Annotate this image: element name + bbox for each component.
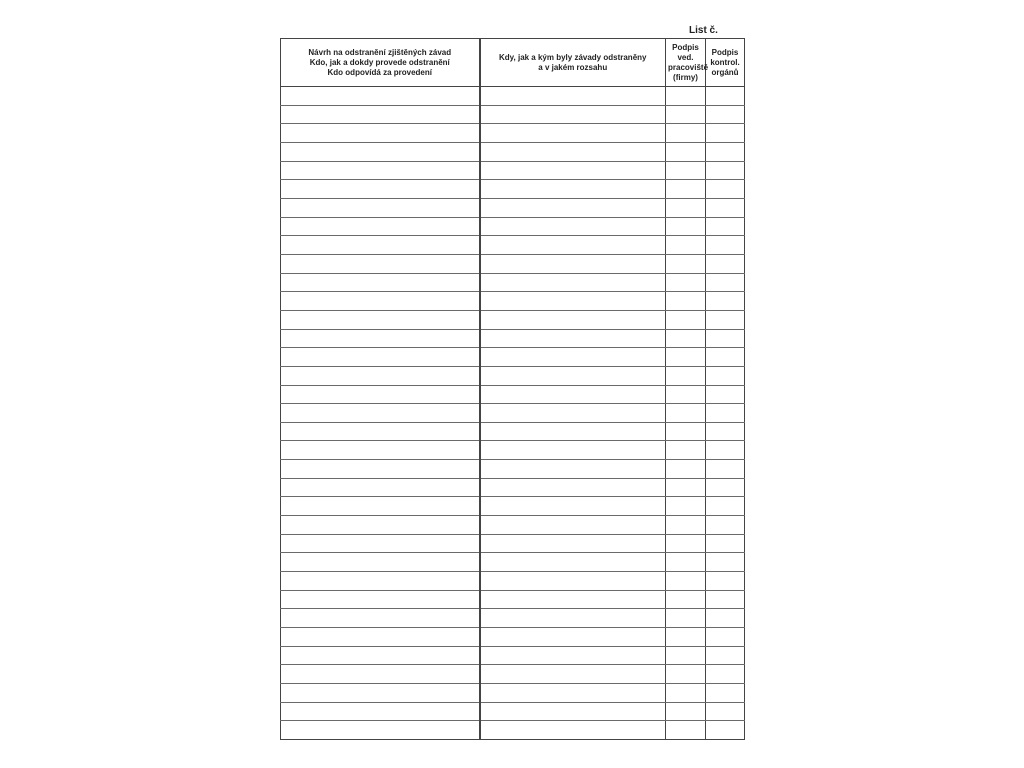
table-row [281,366,745,385]
remedy-done-cell[interactable] [480,534,666,553]
remedy-done-cell[interactable] [480,665,666,684]
table-row [281,310,745,329]
authority-signature-cell[interactable] [706,590,745,609]
remedy-done-cell[interactable] [480,254,666,273]
remedy-proposal-cell[interactable] [281,422,480,441]
remedy-proposal-cell[interactable] [281,329,480,348]
remedy-done-cell[interactable] [480,497,666,516]
column-header-authority-signature: Podpis kontrol. orgánů [706,39,745,87]
workplace-signature-cell[interactable] [666,721,706,740]
authority-signature-cell[interactable] [706,180,745,199]
authority-signature-cell[interactable] [706,460,745,479]
workplace-signature-cell[interactable] [666,236,706,255]
remedy-done-cell[interactable] [480,684,666,703]
remedy-proposal-cell[interactable] [281,553,480,572]
workplace-signature-cell[interactable] [666,254,706,273]
remedy-done-cell[interactable] [480,460,666,479]
column-header-workplace-signature: Podpis ved. pracoviště (firmy) [666,39,706,87]
table-row [281,180,745,199]
authority-signature-cell[interactable] [706,721,745,740]
authority-signature-cell[interactable] [706,422,745,441]
workplace-signature-cell[interactable] [666,553,706,572]
authority-signature-cell[interactable] [706,609,745,628]
table-row [281,572,745,591]
defects-form-table [280,38,745,740]
table-row [281,590,745,609]
remedy-proposal-cell[interactable] [281,478,480,497]
authority-signature-cell[interactable] [706,329,745,348]
remedy-done-cell[interactable] [480,422,666,441]
remedy-proposal-cell[interactable] [281,236,480,255]
remedy-done-cell[interactable] [480,609,666,628]
table-row [281,460,745,479]
workplace-signature-cell[interactable] [666,590,706,609]
authority-signature-cell[interactable] [706,124,745,143]
table-row [281,497,745,516]
workplace-signature-cell[interactable] [666,404,706,423]
remedy-proposal-cell[interactable] [281,292,480,311]
table-row [281,273,745,292]
table-row [281,236,745,255]
workplace-signature-cell[interactable] [666,292,706,311]
workplace-signature-cell[interactable] [666,329,706,348]
sheet-number-label: List č. [689,25,718,36]
table-row [281,534,745,553]
authority-signature-cell[interactable] [706,404,745,423]
table-row [281,646,745,665]
remedy-done-cell[interactable] [480,273,666,292]
workplace-signature-cell[interactable] [666,366,706,385]
table-row [281,87,745,106]
remedy-proposal-cell[interactable] [281,404,480,423]
authority-signature-cell[interactable] [706,628,745,647]
remedy-proposal-cell[interactable] [281,702,480,721]
remedy-proposal-cell[interactable] [281,310,480,329]
authority-signature-cell[interactable] [706,105,745,124]
table-row [281,124,745,143]
workplace-signature-cell[interactable] [666,534,706,553]
table-header-row [281,39,745,87]
workplace-signature-cell[interactable] [666,684,706,703]
authority-signature-cell[interactable] [706,684,745,703]
workplace-signature-cell[interactable] [666,273,706,292]
remedy-done-cell[interactable] [480,478,666,497]
remedy-proposal-cell[interactable] [281,254,480,273]
remedy-proposal-cell[interactable] [281,572,480,591]
authority-signature-cell[interactable] [706,366,745,385]
remedy-proposal-cell[interactable] [281,497,480,516]
table-row [281,142,745,161]
remedy-done-cell[interactable] [480,646,666,665]
remedy-proposal-cell[interactable] [281,590,480,609]
workplace-signature-cell[interactable] [666,105,706,124]
authority-signature-cell[interactable] [706,702,745,721]
workplace-signature-cell[interactable] [666,385,706,404]
workplace-signature-cell[interactable] [666,217,706,236]
table-row [281,404,745,423]
remedy-proposal-cell[interactable] [281,441,480,460]
table-body [281,87,745,740]
authority-signature-cell[interactable] [706,348,745,367]
remedy-done-cell[interactable] [480,329,666,348]
authority-signature-cell[interactable] [706,572,745,591]
authority-signature-cell[interactable] [706,236,745,255]
authority-signature-cell[interactable] [706,217,745,236]
table-row [281,441,745,460]
remedy-done-cell[interactable] [480,572,666,591]
remedy-done-cell[interactable] [480,366,666,385]
remedy-done-cell[interactable] [480,590,666,609]
authority-signature-cell[interactable] [706,292,745,311]
authority-signature-cell[interactable] [706,310,745,329]
workplace-signature-cell[interactable] [666,142,706,161]
table-row [281,628,745,647]
remedy-proposal-cell[interactable] [281,105,480,124]
table-row [281,329,745,348]
remedy-proposal-cell[interactable] [281,124,480,143]
table-row [281,161,745,180]
workplace-signature-cell[interactable] [666,348,706,367]
remedy-done-cell[interactable] [480,236,666,255]
table-row [281,478,745,497]
authority-signature-cell[interactable] [706,534,745,553]
remedy-done-cell[interactable] [480,87,666,106]
authority-signature-cell[interactable] [706,497,745,516]
table-row [281,292,745,311]
authority-signature-cell[interactable] [706,516,745,535]
authority-signature-cell[interactable] [706,385,745,404]
remedy-proposal-cell[interactable] [281,516,480,535]
workplace-signature-cell[interactable] [666,665,706,684]
remedy-done-cell[interactable] [480,516,666,535]
workplace-signature-cell[interactable] [666,422,706,441]
authority-signature-cell[interactable] [706,254,745,273]
column-header-remedy-proposal: Návrh na odstranění zjištěných závad Kdo, jak a dokdy provede odstranění Kdo odpovídá za provedení [281,39,480,87]
remedy-done-cell[interactable] [480,441,666,460]
table-row [281,422,745,441]
workplace-signature-cell[interactable] [666,124,706,143]
table-row [281,702,745,721]
table-row [281,609,745,628]
remedy-done-cell[interactable] [480,105,666,124]
remedy-proposal-cell[interactable] [281,721,480,740]
table-row [281,105,745,124]
remedy-done-cell[interactable] [480,180,666,199]
remedy-proposal-cell[interactable] [281,366,480,385]
remedy-done-cell[interactable] [480,217,666,236]
table-row [281,721,745,740]
remedy-proposal-cell[interactable] [281,628,480,647]
authority-signature-cell[interactable] [706,161,745,180]
table-row [281,665,745,684]
authority-signature-cell[interactable] [706,553,745,572]
workplace-signature-cell[interactable] [666,572,706,591]
remedy-proposal-cell[interactable] [281,198,480,217]
workplace-signature-cell[interactable] [666,646,706,665]
table-row [281,553,745,572]
authority-signature-cell[interactable] [706,665,745,684]
remedy-done-cell[interactable] [480,161,666,180]
remedy-proposal-cell[interactable] [281,217,480,236]
workplace-signature-cell[interactable] [666,497,706,516]
remedy-proposal-cell[interactable] [281,534,480,553]
remedy-proposal-cell[interactable] [281,87,480,106]
remedy-proposal-cell[interactable] [281,460,480,479]
remedy-proposal-cell[interactable] [281,142,480,161]
authority-signature-cell[interactable] [706,646,745,665]
remedy-proposal-cell[interactable] [281,348,480,367]
authority-signature-cell[interactable] [706,478,745,497]
remedy-done-cell[interactable] [480,348,666,367]
table-row [281,348,745,367]
authority-signature-cell[interactable] [706,87,745,106]
table-row [281,217,745,236]
remedy-done-cell[interactable] [480,198,666,217]
remedy-done-cell[interactable] [480,721,666,740]
remedy-done-cell[interactable] [480,124,666,143]
remedy-done-cell[interactable] [480,310,666,329]
workplace-signature-cell[interactable] [666,180,706,199]
authority-signature-cell[interactable] [706,441,745,460]
remedy-done-cell[interactable] [480,702,666,721]
workplace-signature-cell[interactable] [666,87,706,106]
authority-signature-cell[interactable] [706,198,745,217]
remedy-proposal-cell[interactable] [281,646,480,665]
column-header-remedy-done: Kdy, jak a kým byly závady odstraněny a v jakém rozsahu [480,39,666,87]
workplace-signature-cell[interactable] [666,478,706,497]
remedy-proposal-cell[interactable] [281,684,480,703]
table-row [281,254,745,273]
table-row [281,385,745,404]
table-row [281,516,745,535]
remedy-proposal-cell[interactable] [281,385,480,404]
remedy-proposal-cell[interactable] [281,665,480,684]
workplace-signature-cell[interactable] [666,161,706,180]
workplace-signature-cell[interactable] [666,628,706,647]
workplace-signature-cell[interactable] [666,702,706,721]
table-row [281,684,745,703]
workplace-signature-cell[interactable] [666,441,706,460]
workplace-signature-cell[interactable] [666,460,706,479]
remedy-proposal-cell[interactable] [281,161,480,180]
remedy-proposal-cell[interactable] [281,273,480,292]
table-row [281,198,745,217]
remedy-done-cell[interactable] [480,404,666,423]
remedy-done-cell[interactable] [480,385,666,404]
remedy-done-cell[interactable] [480,142,666,161]
workplace-signature-cell[interactable] [666,609,706,628]
remedy-proposal-cell[interactable] [281,609,480,628]
workplace-signature-cell[interactable] [666,198,706,217]
remedy-proposal-cell[interactable] [281,180,480,199]
remedy-done-cell[interactable] [480,628,666,647]
remedy-done-cell[interactable] [480,292,666,311]
remedy-done-cell[interactable] [480,553,666,572]
workplace-signature-cell[interactable] [666,310,706,329]
authority-signature-cell[interactable] [706,142,745,161]
workplace-signature-cell[interactable] [666,516,706,535]
authority-signature-cell[interactable] [706,273,745,292]
